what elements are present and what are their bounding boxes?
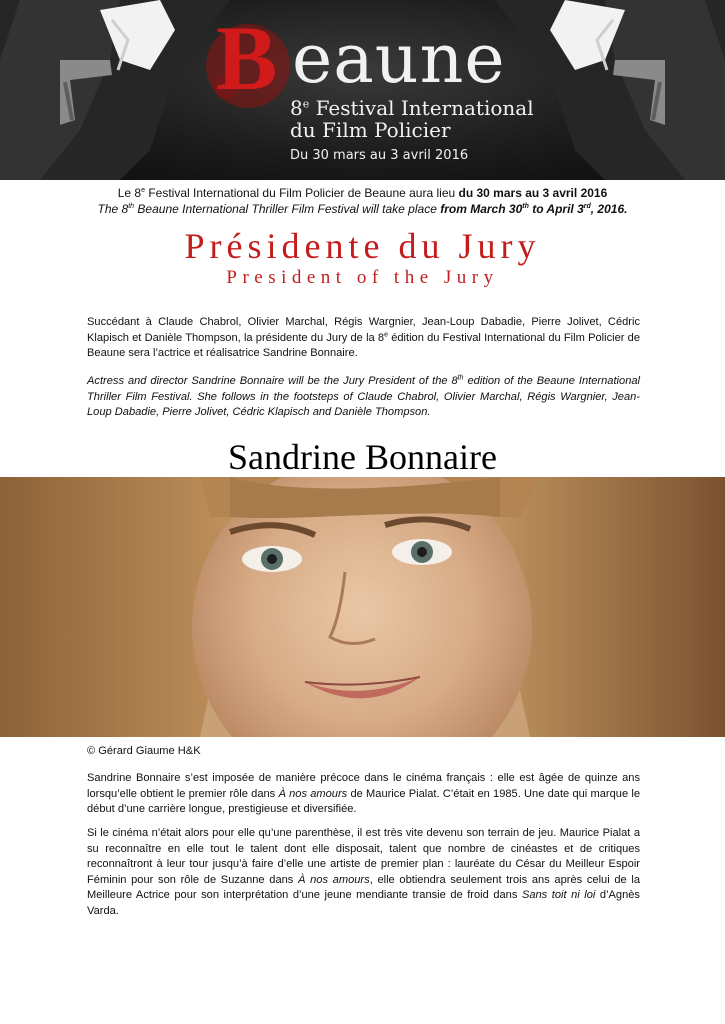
intro-french: Le 8e Festival International du Film Policier de Beaune aura lieu du 30 mars au 3 avril 2016 [117, 186, 608, 200]
photo-credit: © Gérard Giaume H&K [87, 745, 201, 757]
portrait-illustration [0, 477, 725, 737]
festival-dates: Du 30 mars au 3 avril 2016 [290, 148, 469, 163]
portrait-photo [0, 477, 725, 737]
heading-presidente-du-jury: Présidente du Jury [184, 226, 541, 266]
president-name-title: Sandrine Bonnaire [228, 437, 497, 477]
paragraph-biography-2: Si le cinéma n’était alors pour elle qu’une parenthèse, il est très vite devenu son terrain de jeu. Maurice Pialat a su reconnaître en elle tout le talent dont elle disposait, talent que nombre de cinéastes et de critiques reconnaîtront à leur tour jusqu’à faire d’elle une artiste de premier plan : lauréate du César du Meilleur Espoir Féminin pour son rôle de Suzanne dans À nos amours, elle obtiendra seulement trois ans après celui de la Meilleure Actrice pour son interprétation d’une jeune mendiante transie de froid dans Sans toit ni loi d’Agnès Varda. [87, 827, 641, 917]
logo-letter-b: B [216, 7, 276, 109]
logo-text: eaune [292, 20, 506, 99]
paragraph-french-announcement: Succédant à Claude Chabrol, Olivier Marchal, Régis Wargnier, Jean-Loup Dabadie, Pierre Jolivet, Cédric Klapisch et Danièle Thompson, la présidente du Jury de la 8e édition du Festival International du Film Policier de Beaune sera l’actrice et réalisatrice Sandrine Bonnaire. [87, 316, 640, 359]
paragraph-biography-1: Sandrine Bonnaire s’est imposée de manière précoce dans le cinéma français : elle est âgée de quinze ans lorsqu’elle obtient le premier rôle dans À nos amours de Maurice Pialat. C’était en 1985. Une date qui marque le début d’une carrière longue, prestigieuse et diversifiée. [87, 772, 640, 815]
festival-name-line1: 8e Festival International [290, 96, 534, 120]
festival-name-line2: du Film Policier [290, 118, 451, 142]
heading-president-of-the-jury: President of the Jury [226, 267, 499, 288]
gunman-right-illustration [495, 0, 725, 180]
intro-english: The 8th Beaune International Thriller Film Festival will take place from March 30th to April 3rd, 2016. [97, 202, 628, 216]
festival-banner [0, 0, 725, 180]
paragraph-english-announcement: Actress and director Sandrine Bonnaire will be the Jury President of the 8th edition of the Beaune International Thriller Film Festival. She follows in the footsteps of Claude Chabrol, Olivier Marchal, Régis Wargnier, Jean-Loup Dabadie, Pierre Jolivet, Cédric Klapisch and Danièle Thompson. [87, 374, 640, 418]
